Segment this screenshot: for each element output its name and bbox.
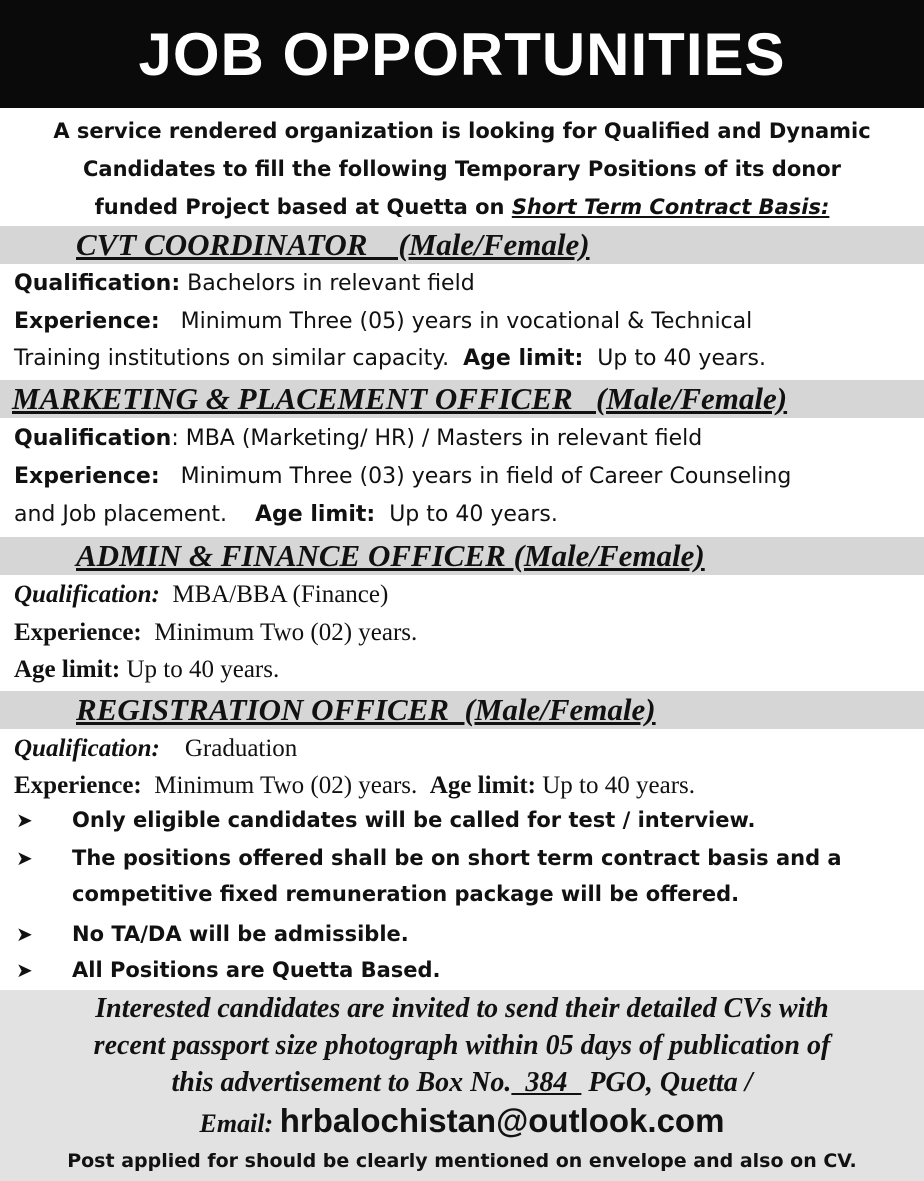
position-header-marketing-placement-officer xyxy=(0,380,924,418)
qualification-row xyxy=(14,731,297,767)
arrow-bullet-icon: ➤ xyxy=(16,846,33,870)
experience-age-row xyxy=(14,768,695,804)
page-title: JOB OPPORTUNITIES xyxy=(138,20,786,88)
intro-line: Candidates to fill the following Temporary Positions of its donor xyxy=(83,157,841,181)
footer-line: Interested candidates are invited to send their detailed CVs with xyxy=(95,993,829,1024)
qualification-row xyxy=(14,266,475,302)
email-row xyxy=(0,1101,924,1144)
intro-line: A service rendered organization is looking for Qualified and Dynamic xyxy=(53,119,871,143)
experience-age-row xyxy=(14,497,558,533)
position-header-cvt-coordinator xyxy=(0,226,924,264)
position-title: MARKETING & PLACEMENT OFFICER (Male/Female) xyxy=(12,381,788,416)
box-number: 384 xyxy=(511,1067,582,1098)
position-title: ADMIN & FINANCE OFFICER (Male/Female) xyxy=(76,538,705,573)
list-item-text: All Positions are Quetta Based. xyxy=(72,958,441,982)
list-item xyxy=(16,916,409,952)
experience-value: Minimum Three (05) years in vocational & Technical xyxy=(159,309,753,334)
box-suffix: PGO, Quetta / xyxy=(581,1067,753,1098)
qualification-row xyxy=(14,577,388,613)
qualification-value: MBA/BBA (Finance) xyxy=(159,581,389,608)
intro-line-prefix: funded Project based at Quetta on xyxy=(94,195,512,219)
experience-value: Minimum Two (02) years. xyxy=(141,772,430,799)
experience-continued: and Job placement. xyxy=(14,502,255,527)
email-label: Email: xyxy=(199,1109,280,1138)
arrow-bullet-icon: ➤ xyxy=(16,922,33,946)
experience-row xyxy=(14,304,752,340)
email-address: hrbalochistan@outlook.com xyxy=(279,1102,725,1139)
experience-label: Experience: xyxy=(14,464,160,489)
qualification-label: Qualification: xyxy=(14,581,160,608)
experience-label: Experience: xyxy=(14,772,142,799)
list-item xyxy=(16,952,441,988)
age-value: Up to 40 years. xyxy=(120,656,280,683)
qualification-label: Qualification xyxy=(14,426,172,451)
position-header-registration-officer xyxy=(0,691,924,729)
age-value: Up to 40 years. xyxy=(375,502,558,527)
box-prefix: this advertisement to Box No. xyxy=(171,1067,512,1098)
footer-line xyxy=(0,1064,924,1101)
experience-value: Minimum Three (03) years in field of Career Counseling xyxy=(159,464,792,489)
age-label: Age limit: xyxy=(463,346,584,371)
experience-row xyxy=(14,459,791,495)
experience-label: Experience: xyxy=(14,619,142,646)
intro-paragraph xyxy=(0,112,924,226)
list-item-continued xyxy=(16,876,739,912)
list-item-text: competitive fixed remuneration package will be offered. xyxy=(72,882,740,906)
experience-age-row xyxy=(14,341,766,377)
intro-line xyxy=(0,188,924,226)
age-label: Age limit: xyxy=(254,502,376,527)
age-row xyxy=(14,652,279,688)
title-banner xyxy=(0,0,924,108)
qualification-row xyxy=(14,421,702,457)
qualification-label: Qualification: xyxy=(14,271,181,296)
qualification-value: Graduation xyxy=(159,735,298,762)
list-item xyxy=(16,840,842,876)
age-value: Up to 40 years. xyxy=(536,772,695,799)
experience-value: Minimum Two (02) years. xyxy=(141,619,418,646)
position-title: REGISTRATION OFFICER (Male/Female) xyxy=(76,692,656,727)
list-item xyxy=(16,802,756,838)
age-label: Age limit: xyxy=(14,656,121,683)
position-header-admin-finance-officer xyxy=(0,537,924,575)
arrow-bullet-icon: ➤ xyxy=(16,808,33,832)
age-value: Up to 40 years. xyxy=(583,346,766,371)
position-title: CVT COORDINATOR (Male/Female) xyxy=(76,227,590,262)
list-item-text: No TA/DA will be admissible. xyxy=(72,922,409,946)
post-note: Post applied for should be clearly mentioned on envelope and also on CV. xyxy=(67,1150,857,1172)
age-label: Age limit: xyxy=(429,772,536,799)
arrow-bullet-icon: ➤ xyxy=(16,958,33,982)
contract-basis-emphasis: Short Term Contract Basis: xyxy=(511,195,830,219)
experience-row xyxy=(14,615,417,651)
qualification-value: Bachelors in relevant field xyxy=(180,271,475,296)
qualification-label: Qualification: xyxy=(14,735,160,762)
application-instructions xyxy=(0,990,924,1181)
list-item-text: Only eligible candidates will be called for test / interview. xyxy=(72,808,756,832)
experience-label: Experience: xyxy=(14,309,160,334)
experience-continued: Training institutions on similar capacity. xyxy=(14,346,464,371)
list-item-text: The positions offered shall be on short term contract basis and a xyxy=(72,846,842,870)
footer-line: recent passport size photograph within 05 days of publication of xyxy=(93,1030,831,1061)
qualification-value: : MBA (Marketing/ HR) / Masters in relevant field xyxy=(171,426,703,451)
